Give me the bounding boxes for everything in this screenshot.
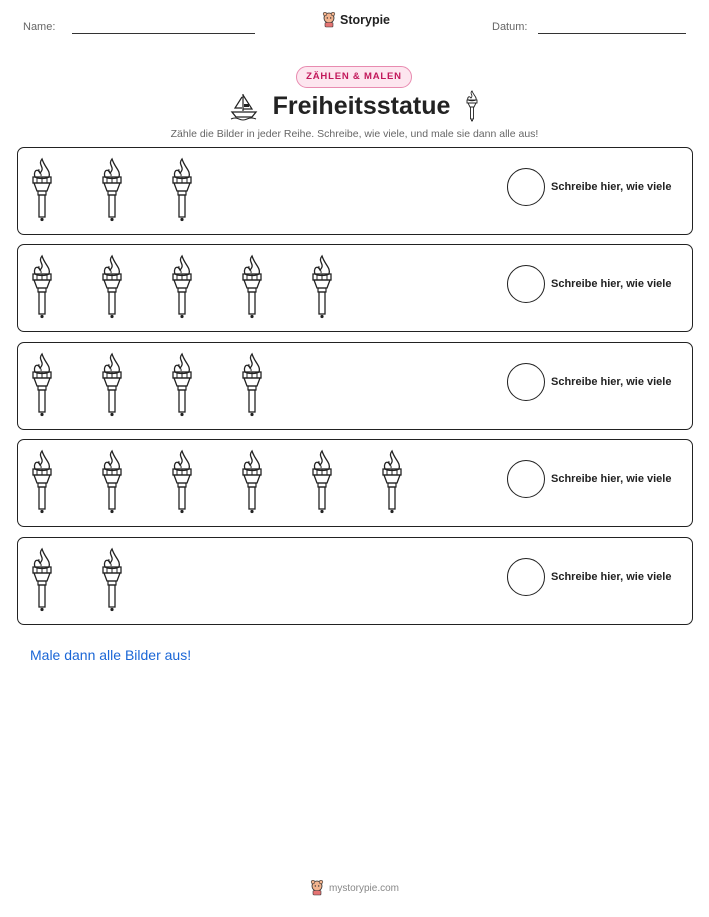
paint-instruction: Male dann alle Bilder aus! — [30, 647, 192, 663]
torch-icon — [24, 155, 60, 225]
footer — [0, 880, 709, 896]
name-line — [72, 33, 255, 34]
torch-icon — [94, 155, 130, 225]
torch-icon — [24, 545, 60, 615]
torch-icon — [24, 252, 60, 322]
torch-icon — [234, 447, 270, 517]
answer-label: Schreibe hier, wie viele — [551, 181, 672, 193]
torch-icon — [164, 447, 200, 517]
name-label: Name: — [23, 21, 56, 33]
torch-icon — [304, 252, 340, 322]
title-area — [0, 90, 709, 122]
answer-label: Schreibe hier, wie viele — [551, 376, 672, 388]
answer-circle[interactable] — [507, 460, 545, 498]
brand-name: Storypie — [340, 13, 391, 27]
torch-group — [24, 447, 410, 517]
torch-group — [24, 350, 270, 420]
answer-circle[interactable] — [507, 558, 545, 596]
torch-icon — [234, 252, 270, 322]
torch-icon — [24, 447, 60, 517]
torch-icon — [24, 350, 60, 420]
torch-icon — [164, 252, 200, 322]
torch-icon — [164, 155, 200, 225]
answer-label: Schreibe hier, wie viele — [551, 571, 672, 583]
torch-group — [24, 545, 130, 615]
brand-logo — [322, 12, 390, 28]
torch-icon — [164, 350, 200, 420]
count-row — [17, 537, 693, 625]
answer-label: Schreibe hier, wie viele — [551, 473, 672, 485]
answer-circle[interactable] — [507, 363, 545, 401]
torch-icon — [234, 350, 270, 420]
torch-icon — [374, 447, 410, 517]
answer-label: Schreibe hier, wie viele — [551, 278, 672, 290]
torch-title-icon — [464, 90, 480, 122]
torch-icon — [94, 252, 130, 322]
torch-group — [24, 252, 340, 322]
count-row — [17, 439, 693, 527]
answer-circle[interactable] — [507, 168, 545, 206]
mascot-icon — [322, 12, 336, 28]
date-line — [538, 33, 686, 34]
torch-icon — [94, 447, 130, 517]
count-row — [17, 147, 693, 235]
torch-icon — [304, 447, 340, 517]
mascot-footer-icon — [310, 880, 324, 896]
page-title: Freiheitsstatue — [272, 91, 451, 120]
topic-badge: ZÄHLEN & MALEN — [296, 66, 412, 88]
torch-icon — [94, 350, 130, 420]
torch-icon — [94, 545, 130, 615]
date-label: Datum: — [492, 21, 528, 33]
footer-url: mystorypie.com — [328, 882, 399, 894]
torch-group — [24, 155, 200, 225]
instructions: Zähle die Bilder in jeder Reihe. Schreibe, wie viele, und male sie dann alle aus! — [170, 128, 539, 140]
count-row — [17, 342, 693, 430]
count-row — [17, 244, 693, 332]
sailboat-icon — [229, 91, 259, 121]
answer-circle[interactable] — [507, 265, 545, 303]
